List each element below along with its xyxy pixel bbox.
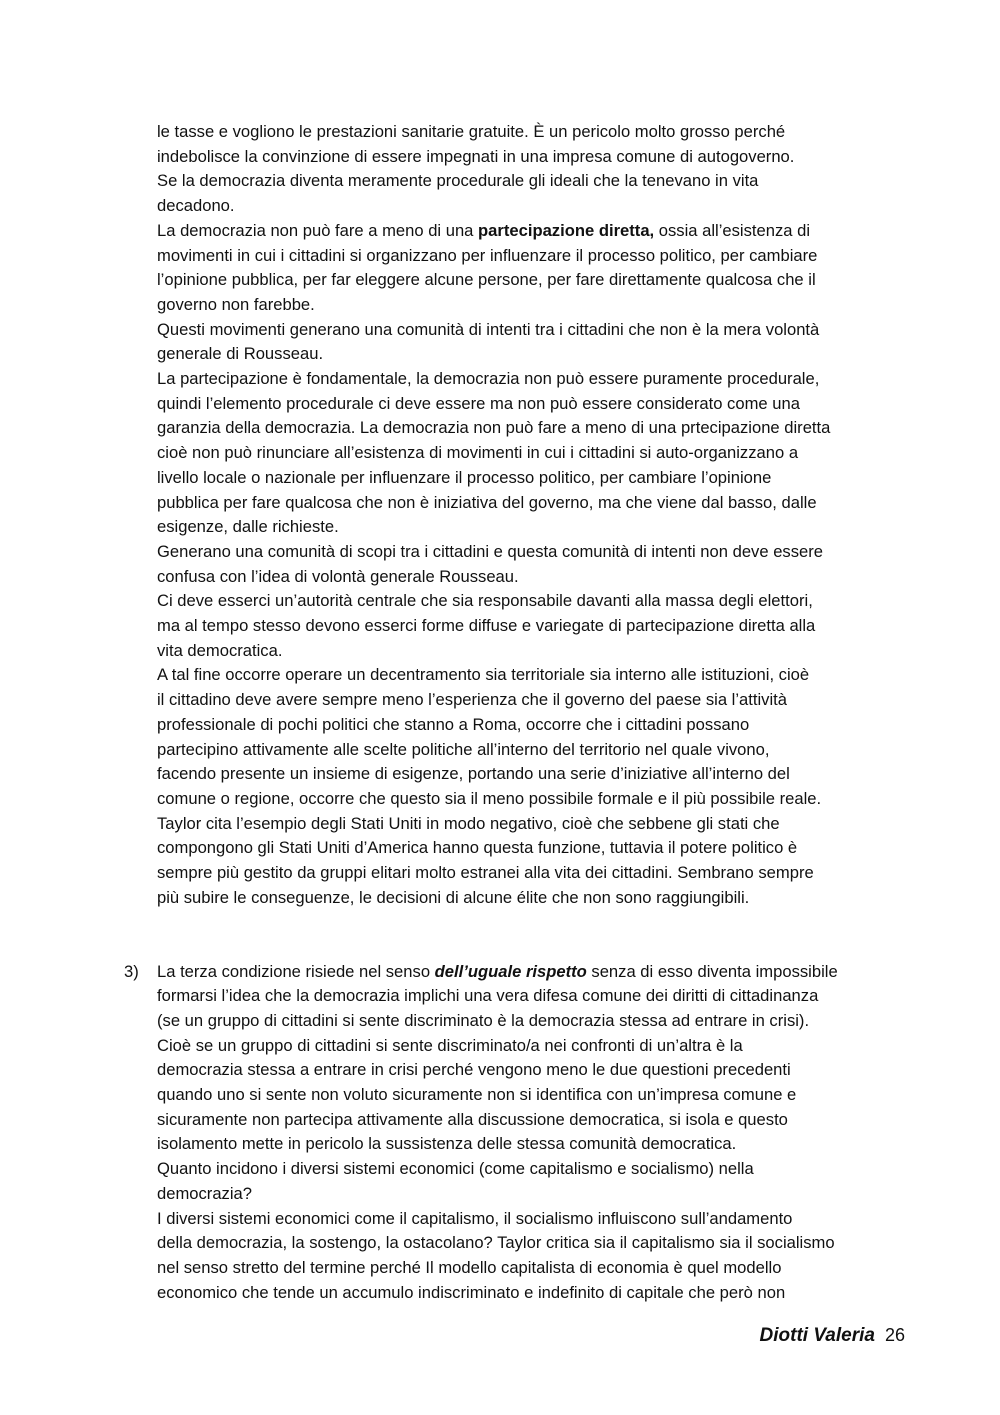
text-span: democrazia? [157, 1183, 253, 1203]
text-line [157, 416, 917, 441]
paragraph-gap [157, 911, 917, 960]
list-number: 3) [124, 961, 139, 981]
text-line [157, 663, 917, 688]
text-span: Ci deve esserci un’autorità centrale che sia responsabile davanti alla massa degli elettori, [157, 591, 813, 611]
text-span: Generano una comunità di scopi tra i cittadini e questa comunità di intenti non deve essere [157, 541, 823, 561]
text-line [157, 1256, 917, 1281]
text-span: della democrazia, la sostengo, la ostacolano? Taylor critica sia il capitalismo sia il socialismo [157, 1233, 835, 1253]
text-line [157, 367, 917, 392]
text-line [157, 244, 917, 269]
text-line [157, 515, 917, 540]
text-line [157, 1231, 917, 1256]
text-span: quando uno si sente non voluto sicuramente non si identifica con un’impresa comune e [157, 1085, 797, 1105]
text-span: decadono. [157, 196, 235, 216]
text-line [157, 861, 917, 886]
text-line [157, 565, 917, 590]
text-line [157, 194, 917, 219]
text-line [157, 614, 917, 639]
text-span: governo non farebbe. [157, 294, 315, 314]
text-line [157, 1207, 917, 1232]
text-span: facendo presente un insieme di esigenze, portando una serie d’iniziative all’interno del [157, 764, 790, 784]
text-line [157, 466, 917, 491]
text-line [157, 1058, 917, 1083]
text-span: Cioè se un gruppo di cittadini si sente discriminato/a nei confronti di un’altra è la [157, 1035, 743, 1055]
text-line [157, 342, 917, 367]
text-span: livello locale o nazionale per influenzare il processo politico, per cambiare l’opinione [157, 467, 772, 487]
list-item-text [157, 960, 917, 1306]
text-span: le tasse e vogliono le prestazioni sanitarie gratuite. È un pericolo molto grosso perché [157, 122, 786, 141]
text-line [157, 169, 917, 194]
text-line [157, 1132, 917, 1157]
text-line [157, 1157, 917, 1182]
text-span: garanzia della democrazia. La democrazia non può fare a meno di una prtecipazione diretta [157, 418, 831, 438]
text-line [157, 812, 917, 837]
text-line [157, 713, 917, 738]
text-span: sempre più gestito da gruppi elitari molto estranei alla vita dei cittadini. Sembrano sempre [157, 863, 814, 883]
text-span: pubblica per fare qualcosa che non è iniziativa del governo, ma che viene dal basso, dalle [157, 492, 817, 512]
text-line [157, 219, 917, 244]
paragraph [157, 120, 917, 911]
text-span: più subire le conseguenze, le decisioni di alcune élite che non sono raggiungibili. [157, 887, 750, 907]
text-line [157, 1083, 917, 1108]
text-span: compongono gli Stati Uniti d’America hanno questa funzione, tuttavia il potere politico è [157, 838, 798, 858]
text-span: l’opinione pubblica, per far eleggere alcune persone, per fare direttamente qualcosa che il [157, 270, 816, 290]
text-span: democrazia stessa a entrare in crisi perché vengono meno le due questioni precedenti [157, 1060, 791, 1080]
text-line [157, 589, 917, 614]
text-line [157, 762, 917, 787]
text-span: Se la democrazia diventa meramente procedurale gli ideali che la tenevano in vita [157, 171, 759, 191]
text-span: vita democratica. [157, 640, 283, 660]
text-span: comune o regione, occorre che questo sia il meno possibile formale e il più possibile reale. [157, 788, 822, 808]
text-span: nel senso stretto del termine perché Il modello capitalista di economia è quel modello [157, 1257, 782, 1277]
text-span: La democrazia non può fare a meno di una [157, 220, 479, 240]
text-span: I diversi sistemi economici come il capitalismo, il socialismo influiscono sull’andamento [157, 1208, 793, 1228]
text-line [157, 145, 917, 170]
text-span: A tal fine occorre operare un decentramento sia territoriale sia interno alle istituzioni, cioè [157, 665, 810, 685]
text-line [157, 1009, 917, 1034]
text-span: isolamento mette in pericolo la sussistenza delle stessa comunità democratica. [157, 1134, 737, 1154]
text-line [157, 293, 917, 318]
text-span: economico che tende un accumulo indiscriminato e indefinito di capitale che però non [157, 1282, 786, 1302]
text-line [157, 268, 917, 293]
text-line [157, 787, 917, 812]
text-span: Taylor cita l’esempio degli Stati Uniti in modo negativo, cioè che sebbene gli stati che [157, 813, 780, 833]
text-line [157, 688, 917, 713]
footer-author: Diotti Valeria [759, 1325, 875, 1346]
numbered-item [124, 960, 917, 1306]
text-line [157, 960, 917, 985]
text-span: ossia all’esistenza di [654, 220, 811, 240]
text-line [157, 984, 917, 1009]
text-span: La partecipazione è fondamentale, la democrazia non può essere puramente procedurale, [157, 369, 820, 389]
text-span: ma al tempo stesso devono esserci forme diffuse e variegate di partecipazione diretta alla [157, 616, 816, 636]
text-line [157, 1281, 917, 1306]
text-line [157, 1034, 917, 1059]
text-span: confusa con l’idea di volontà generale Rousseau. [157, 566, 519, 586]
text-span: Quanto incidono i diversi sistemi economici (come capitalismo e socialismo) nella [157, 1159, 754, 1179]
text-line [157, 491, 917, 516]
text-line [157, 1108, 917, 1133]
text-span: La terza condizione risiede nel senso [157, 961, 435, 981]
text-span: generale di Rousseau. [157, 344, 324, 364]
text-span: Questi movimenti generano una comunità di intenti tra i cittadini che non è la mera volontà [157, 319, 820, 339]
text-span: quindi l’elemento procedurale ci deve essere ma non può essere considerato come una [157, 393, 800, 413]
text-line [157, 836, 917, 861]
text-line [157, 441, 917, 466]
text-line [157, 540, 917, 565]
bold-italic-text: dell’uguale rispetto [434, 961, 587, 981]
text-span: indebolisce la convinzione di essere impegnati in una impresa comune di autogoverno. [157, 146, 795, 166]
text-line [157, 886, 917, 911]
text-line [157, 318, 917, 343]
text-span: (se un gruppo di cittadini si sente discriminato è la democrazia stessa ad entrare in crisi). [157, 1010, 810, 1030]
text-span: sicuramente non partecipa attivamente alla discussione democratica, si isola e questo [157, 1109, 788, 1129]
text-span: partecipino attivamente alle scelte politiche all’interno del territorio nel quale vivono, [157, 739, 770, 759]
text-span: cioè non può rinunciare all’esistenza di movimenti in cui i cittadini si auto-organizzano a [157, 443, 799, 463]
text-line [157, 1182, 917, 1207]
text-span: professionale di pochi politici che stanno a Roma, occorre che i cittadini possano [157, 714, 750, 734]
text-span: senza di esso diventa impossibile [586, 961, 838, 981]
text-span: formarsi l’idea che la democrazia implichi una vera difesa comune dei diritti di cittadinanza [157, 986, 819, 1006]
text-span: il cittadino deve avere sempre meno l’esperienza che il governo del paese sia l’attività [157, 690, 787, 710]
text-span: movimenti in cui i cittadini si organizzano per influenzare il processo politico, per cambiare [157, 245, 818, 265]
text-line [157, 738, 917, 763]
bold-text: partecipazione diretta, [478, 220, 655, 240]
text-line [157, 639, 917, 664]
text-span: esigenze, dalle richieste. [157, 517, 339, 537]
body-text [124, 120, 917, 1305]
text-line [157, 120, 917, 145]
page-number: 26 [884, 1325, 905, 1345]
page-footer [760, 1325, 905, 1347]
text-line [157, 392, 917, 417]
